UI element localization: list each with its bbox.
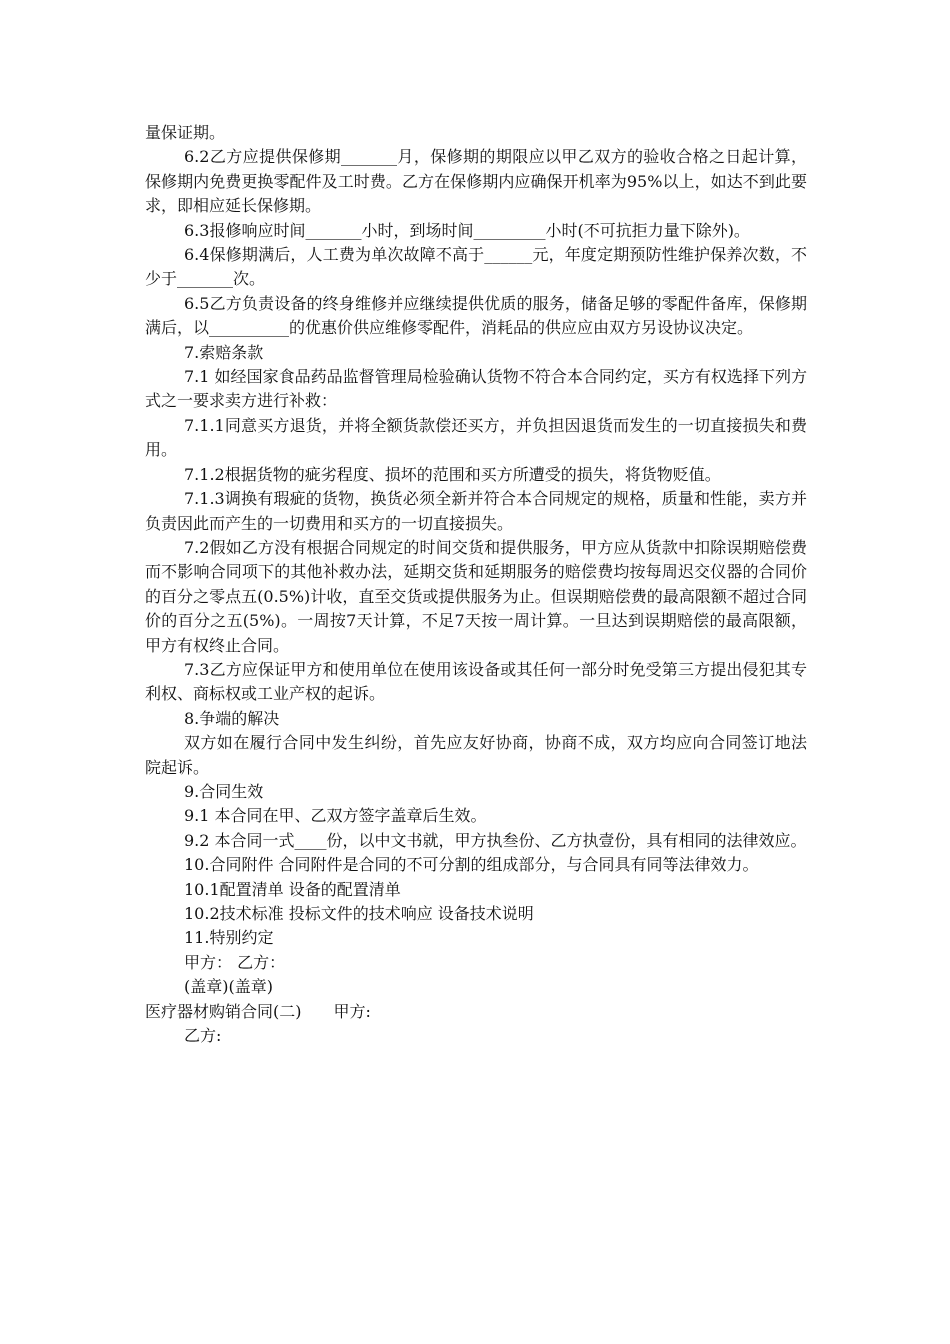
paragraph-10-1: 10.1配置清单 设备的配置清单 (184, 879, 401, 899)
paragraph-7-1: 7.1 如经国家食品药品监督管理局检验确认货物不符合本合同约定，买方有权选择下列方式之一要求卖方进行补救： (145, 367, 807, 411)
paragraph-10-attachments: 10.合同附件 合同附件是合同的不可分割的组成部分，与合同具有同等法律效力。 (184, 855, 759, 875)
heading-9-effect: 9.合同生效 (184, 781, 264, 801)
signature-seals: (盖章)(盖章) (184, 977, 273, 997)
paragraph-7-1-3: 7.1.3调换有瑕疵的货物，换货必须全新并符合本合同规定的规格，质量和性能，卖方并负责因此而产生的一切费用和买方的一切直接损失。 (145, 489, 807, 533)
next-contract-title: 医疗器材购销合同(二) 甲方: (145, 1001, 371, 1021)
heading-7-claims: 7.索赔条款 (184, 342, 264, 362)
paragraph-6-2: 6.2乙方应提供保修期_______月，保修期的期限应以甲乙双方的验收合格之日起计算，保修期内免费更换零配件及工时费。乙方在保修期内应确保开机率为95%以上，如达不到此要求，即相应延长保修期。 (145, 147, 807, 216)
paragraph-9-2: 9.2 本合同一式____份，以中文书就，甲方执叁份、乙方执壹份，具有相同的法律效应。 (184, 830, 807, 850)
paragraph-7-3: 7.3乙方应保证甲方和使用单位在使用该设备或其任何一部分时免受第三方提出侵犯其专利权、商标权或工业产权的起诉。 (145, 659, 807, 704)
signature-parties: 甲方： 乙方： (184, 952, 286, 972)
paragraph-10-2: 10.2技术标准 投标文件的技术响应 设备技术说明 (184, 904, 534, 923)
paragraph-7-1-1: 7.1.1同意买方退货，并将全额货款偿还买方，并负担因退货而发生的一切直接损失和费用。 (145, 415, 807, 460)
paragraph-6-3: 6.3报修响应时间_______小时，到场时间_________小时(不可抗拒力量下除外)。 (184, 220, 750, 240)
document-body (145, 121, 807, 1048)
paragraph-8-body: 双方如在履行合同中发生纠纷，首先应友好协商，协商不成，双方均应向合同签订地法院起诉。 (145, 733, 807, 777)
paragraph-9-1: 9.1 本合同在甲、乙双方签字盖章后生效。 (184, 806, 487, 826)
paragraph-6-5: 6.5乙方负责设备的终身维修并应继续提供优质的服务，储备足够的零配件备库，保修期满后，以__________的优惠价供应维修零配件，消耗品的供应应由双方另设协议决定。 (145, 293, 807, 338)
heading-11-special: 11.特别约定 (184, 928, 274, 948)
heading-8-disputes: 8.争端的解决 (184, 708, 280, 728)
paragraph-6-4: 6.4保修期满后，人工费为单次故障不高于______元，年度定期预防性维护保养次数，不少于_______次。 (145, 245, 807, 289)
paragraph-7-1-2: 7.1.2根据货物的疵劣程度、损坏的范围和买方所遭受的损失，将货物贬值。 (184, 464, 721, 484)
party-b-line: 乙方: (184, 1026, 222, 1046)
paragraph-7-2: 7.2假如乙方没有根据合同规定的时间交货和提供服务，甲方应从货款中扣除误期赔偿费而不影响合同项下的其他补救办法，延期交货和延期服务的赔偿费均按每周迟交仪器的合同价的百分之零点五(0.5%)计收，直至交货或提供服务为止。但误期赔偿费的最高限额不超过合同价的百分之五(5%)。一周按7天计算，不足7天按一周计算。一旦达到误期赔偿的最高限额，甲方有权终止合同。 (145, 537, 807, 655)
paragraph-warranty-end: 量保证期。 (145, 123, 226, 142)
